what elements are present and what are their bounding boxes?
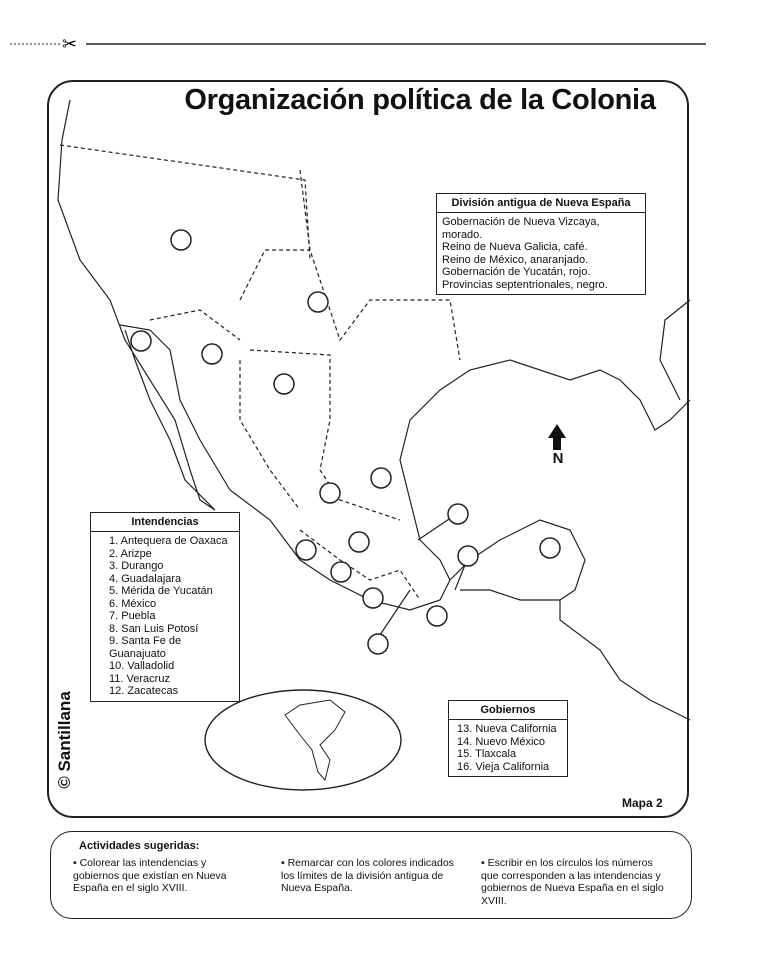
division-legend [436,193,646,295]
legend-item: 8. San Luis Potosí [109,622,199,635]
activity-item: • Escribir en los círculos los números que corresponden a las intendencias y gobiernos de Nueva España en el siglo XVIII. [481,857,664,907]
gobiernos-heading: Gobiernos [449,701,567,720]
north-label: N [552,450,564,467]
scissors-icon: ✂ [62,34,78,54]
activities-box [50,831,692,919]
legend-item: 14. Nuevo México [457,735,546,748]
activity-item: • Remarcar con los colores indicados los límites de la división antigua de Nueva España. [281,857,454,894]
legend-item: 16. Vieja California [457,760,550,773]
legend-item: 9. Santa Fe de Guanajuato [109,635,182,660]
publisher-label: © Santillana [54,691,74,789]
legend-item: 4. Guadalajara [109,572,182,585]
map-number: Mapa 2 [622,796,663,810]
activity-item: • Colorear las intendencias y gobiernos que existían en Nueva España en el siglo XVIII. [73,857,227,894]
cut-line [10,34,706,54]
legend-item: 1. Antequera de Oaxaca [109,535,228,547]
publisher-logo [50,690,76,790]
intendencias-legend [90,512,240,702]
legend-item: 12. Zacatecas [109,685,179,697]
gobiernos-legend [448,700,568,777]
activities-heading: Actividades sugeridas: [79,840,200,852]
legend-item: 2. Arizpe [109,547,152,560]
legend-item: 11. Veracruz [109,672,170,685]
legend-item: 13. Nueva California [457,723,557,735]
legend-item: Gobernación de Nueva Vizcaya, morado. [442,216,600,241]
legend-item: Gobernación de Yucatán, rojo. [442,266,591,278]
legend-item: 7. Puebla [109,610,156,622]
legend-item: 3. Durango [109,560,164,572]
page-title: Organización política de la Colonia [184,84,656,116]
map-frame [47,80,689,818]
legend-item: 5. Mérida de Yucatán [109,585,213,597]
legend-item: 6. México [109,597,157,610]
legend-item: Reino de Nueva Galicia, café. [442,241,588,253]
division-heading: División antigua de Nueva España [437,194,645,213]
legend-item: Reino de México, anaranjado. [442,253,589,266]
legend-item: 15. Tlaxcala [457,748,517,760]
intendencias-heading: Intendencias [91,513,239,532]
legend-item: 10. Valladolid [109,660,175,672]
legend-item: Provincias septentrionales, negro. [442,278,608,291]
